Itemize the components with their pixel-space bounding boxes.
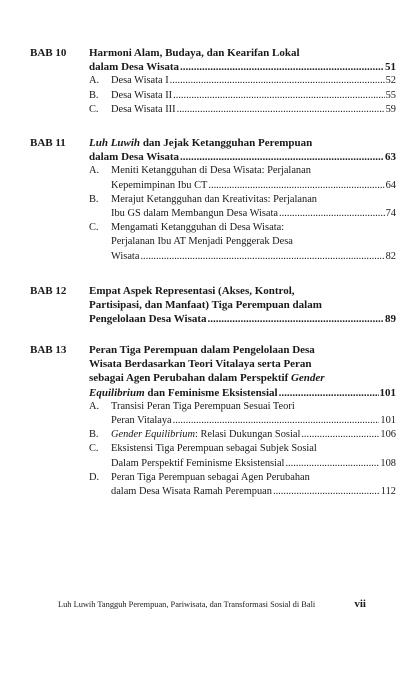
item-title-line: Peran Tiga Perempuan sebagai Agen Perubahan (111, 471, 310, 483)
item-title: Desa Wisata II (111, 89, 173, 101)
item-title-line: Meniti Ketangguhan di Desa Wisata: Perjalanan (111, 165, 311, 177)
item-title: Desa Wisata I (111, 75, 169, 87)
item-title-line: Transisi Peran Tiga Perempuan Sesuai Teori (111, 400, 295, 412)
chapter-page-number: 51 (385, 61, 396, 74)
item-title (111, 428, 300, 442)
item-title-italic: Gender Equilibrium (111, 429, 195, 441)
item-page-number: 55 (385, 89, 396, 101)
chapter-body (89, 46, 396, 117)
chapter-label: BAB 12 (30, 285, 67, 297)
toc-item[interactable] (89, 89, 396, 103)
chapter-label: BAB 13 (30, 344, 67, 356)
item-letter: B. (89, 89, 99, 101)
chapter-page-number: 89 (385, 313, 396, 326)
item-page-number: 74 (385, 208, 396, 220)
item-letter: B. (89, 193, 99, 205)
dot-leader (301, 428, 379, 442)
chapter-page-number: 63 (385, 151, 396, 164)
item-letter: C. (89, 103, 99, 115)
toc-item[interactable] (89, 428, 396, 442)
item-title-last: Dalam Perspektif Feminisme Eksistensial (111, 457, 285, 469)
chapter-title-line: Partisipasi, dan Manfaat) Tiga Perempuan dalam (89, 299, 322, 312)
item-letter: C. (89, 222, 99, 234)
chapter-title-entry[interactable] (89, 386, 396, 400)
chapter-label: BAB 10 (30, 47, 67, 59)
item-page-number: 112 (380, 486, 396, 498)
chapter-title-line: Harmoni Alam, Budaya, dan Kearifan Lokal (89, 47, 300, 59)
chapter-title-last: Pengelolaan Desa Wisata (89, 313, 207, 326)
toc-item[interactable] (89, 442, 396, 470)
toc-item[interactable] (89, 221, 396, 264)
item-page-number: 82 (385, 250, 396, 262)
toc-item[interactable] (89, 193, 396, 221)
item-letter: B. (89, 429, 99, 441)
item-title-last: Wisata (111, 250, 140, 262)
chapter-title-last: dalam Desa Wisata (89, 61, 180, 74)
page-footer (58, 598, 366, 610)
toc-item[interactable] (89, 164, 396, 192)
item-title-last: Ibu GS dalam Membangun Desa Wisata (111, 208, 279, 220)
item-letter: D. (89, 471, 100, 483)
item-title-line: Merajut Ketangguhan dan Kreativitas: Perjalanan (111, 193, 318, 205)
chapter-title-rest: dan Jejak Ketangguhan Perempuan (140, 137, 313, 149)
item-title: Desa Wisata III (111, 103, 176, 115)
chapter-title-entry[interactable] (89, 312, 396, 326)
toc-item[interactable] (89, 103, 396, 117)
dot-leader (279, 207, 385, 221)
chapter-body (89, 284, 396, 327)
dot-leader (173, 414, 380, 428)
chapter-title-italic: Equilibrium (89, 386, 145, 399)
item-page-number: 52 (385, 75, 396, 87)
dot-leader (180, 150, 384, 164)
chapter-title-italic: Gender (290, 372, 325, 385)
chapter-label: BAB 11 (30, 137, 66, 149)
chapter-title-entry[interactable] (89, 150, 396, 164)
toc-item[interactable] (89, 74, 396, 88)
item-letter: C. (89, 443, 99, 455)
chapter-body (89, 136, 396, 264)
item-letter: A. (89, 165, 100, 177)
chapter-title-line: Wisata Berdasarkan Teori Vitalaya serta Peran (89, 358, 312, 371)
item-title-line: Eksistensi Tiga Perempuan sebagai Subjek Sosial (111, 443, 317, 455)
footer-book-title: Luh Luwih Tangguh Perempuan, Pariwisata, dan Transformasi Sosial di Bali (58, 600, 316, 609)
toc-item[interactable] (89, 471, 396, 499)
item-page-number: 101 (380, 415, 396, 427)
dot-leader (208, 179, 384, 193)
chapter-title-line (89, 136, 396, 150)
item-page-number: 106 (380, 429, 396, 441)
dot-leader (177, 103, 385, 117)
dot-leader (173, 89, 384, 103)
dot-leader (285, 457, 379, 471)
chapter-page-number: 101 (379, 386, 396, 399)
chapter-title-rest: dan Feminisme Eksistensial (144, 386, 278, 399)
toc-item[interactable] (89, 400, 396, 428)
chapter-title-last (89, 386, 278, 400)
item-title-rest: : Relasi Dukungan Sosial (194, 429, 301, 441)
item-page-number: 59 (385, 103, 396, 115)
item-title-last: dalam Desa Wisata Ramah Perempuan (111, 486, 272, 498)
item-title-last: Peran Vitalaya (111, 415, 172, 427)
chapter-title-text: sebagai Agen Perubahan dalam Perspektif (89, 372, 291, 385)
chapter-title-line: Empat Aspek Representasi (Akses, Kontrol, (89, 285, 295, 297)
dot-leader (208, 312, 384, 326)
item-title-last: Kepemimpinan Ibu CT (111, 179, 208, 191)
chapter-title-line: Peran Tiga Perempuan dalam Pengelolaan Desa (89, 344, 315, 356)
chapter-title-italic: Luh Luwih (89, 137, 141, 149)
dot-leader (140, 250, 384, 264)
dot-leader (170, 74, 385, 88)
item-title-line: Perjalanan Ibu AT Menjadi Penggerak Desa (111, 236, 293, 248)
item-letter: A. (89, 75, 100, 87)
item-title-line: Mengamati Ketangguhan di Desa Wisata: (111, 222, 285, 234)
item-letter: A. (89, 400, 100, 412)
chapter-title-line (89, 371, 396, 385)
chapter-body (89, 343, 396, 499)
dot-leader (273, 485, 380, 499)
chapter-title-entry[interactable] (89, 60, 396, 74)
item-page-number: 108 (380, 457, 396, 469)
item-page-number: 64 (385, 179, 396, 191)
footer-page-number: vii (354, 598, 366, 610)
dot-leader (279, 386, 379, 400)
dot-leader (180, 60, 384, 74)
chapter-title-last: dalam Desa Wisata (89, 151, 180, 164)
